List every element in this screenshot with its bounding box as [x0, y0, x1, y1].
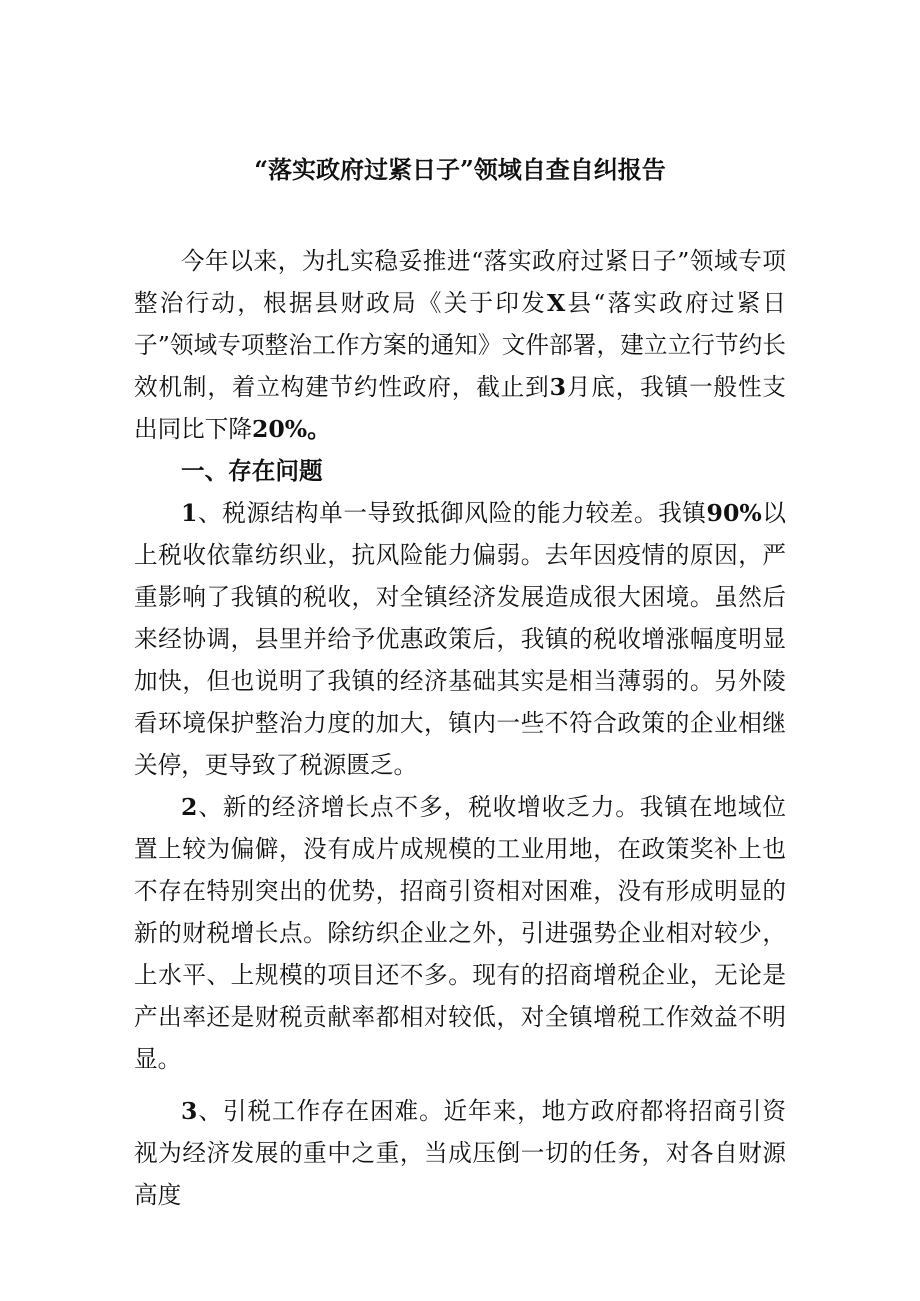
problem-item-3	[134, 1090, 786, 1216]
intro-paragraph	[134, 240, 786, 450]
item-2-text: 、新的经济增长点不多，税收增收乏力。我镇在地域位置上较为偏僻，没有成片成规模的工业用地，在政策奖补上也不存在特别突出的优势，招商引资相对困难，没有形成明显的新的财税增长点。除纺织企业之外，引进强势企业相对较少，上水平、上规模的项目还不多。现有的招商增税企业，无论是产出率还是财税贡献率都相对较低，对全镇增税工作效益不明显。	[134, 793, 786, 1073]
intro-bold-month: 3	[549, 373, 566, 401]
document-title: “落实政府过紧日子”领域自查自纠报告	[254, 155, 666, 184]
item-1-text-2: 以上税收依靠纺织业，抗风险能力偏弱。去年因疫情的原因，严重影响了我镇的税收，对全镇经济发展造成很大困境。虽然后来经协调，县里并给予优惠政策后，我镇的税收增涨幅度明显加快，但也说明了我镇的经济基础其实是相当薄弱的。另外陵看环境保护整治力度的加大，镇内一些不符合政策的企业相继关停，更导致了税源匮乏。	[134, 499, 787, 779]
intro-bold-percent: 20%。	[251, 415, 331, 443]
item-1-number: 1	[181, 499, 198, 527]
document-body	[134, 240, 786, 1216]
item-3-number: 3	[181, 1097, 198, 1125]
intro-text-1: 今年以来，为扎实稳妥推进“落实政府过紧日子”领域专项整治行动，根据县财政局《关于印发	[134, 247, 786, 317]
intro-bold-county: X	[546, 289, 566, 317]
item-1-bold-percent: 90%	[706, 499, 762, 527]
intro-text-2: 县“落实政府过紧日子”领域专项整治工作方案的通知》文件部署，建立立行节约长效机制，着立构建节约性政府，截止到	[134, 289, 787, 401]
problem-item-1	[134, 492, 786, 786]
item-1-text-1: 、税源结构单一导致抵御风险的能力较差。我镇	[197, 499, 707, 527]
intro-text-3: 月底，我镇一般性支出同比下降	[134, 373, 787, 443]
section-heading-problems: 一、存在问题	[181, 457, 323, 485]
item-3-text: 、引税工作存在困难。近年来，地方政府都将招商引资视为经济发展的重中之重，当成压倒一切的任务，对各自财源高度	[134, 1097, 786, 1209]
item-2-number: 2	[181, 793, 198, 821]
problem-item-2	[134, 786, 786, 1080]
